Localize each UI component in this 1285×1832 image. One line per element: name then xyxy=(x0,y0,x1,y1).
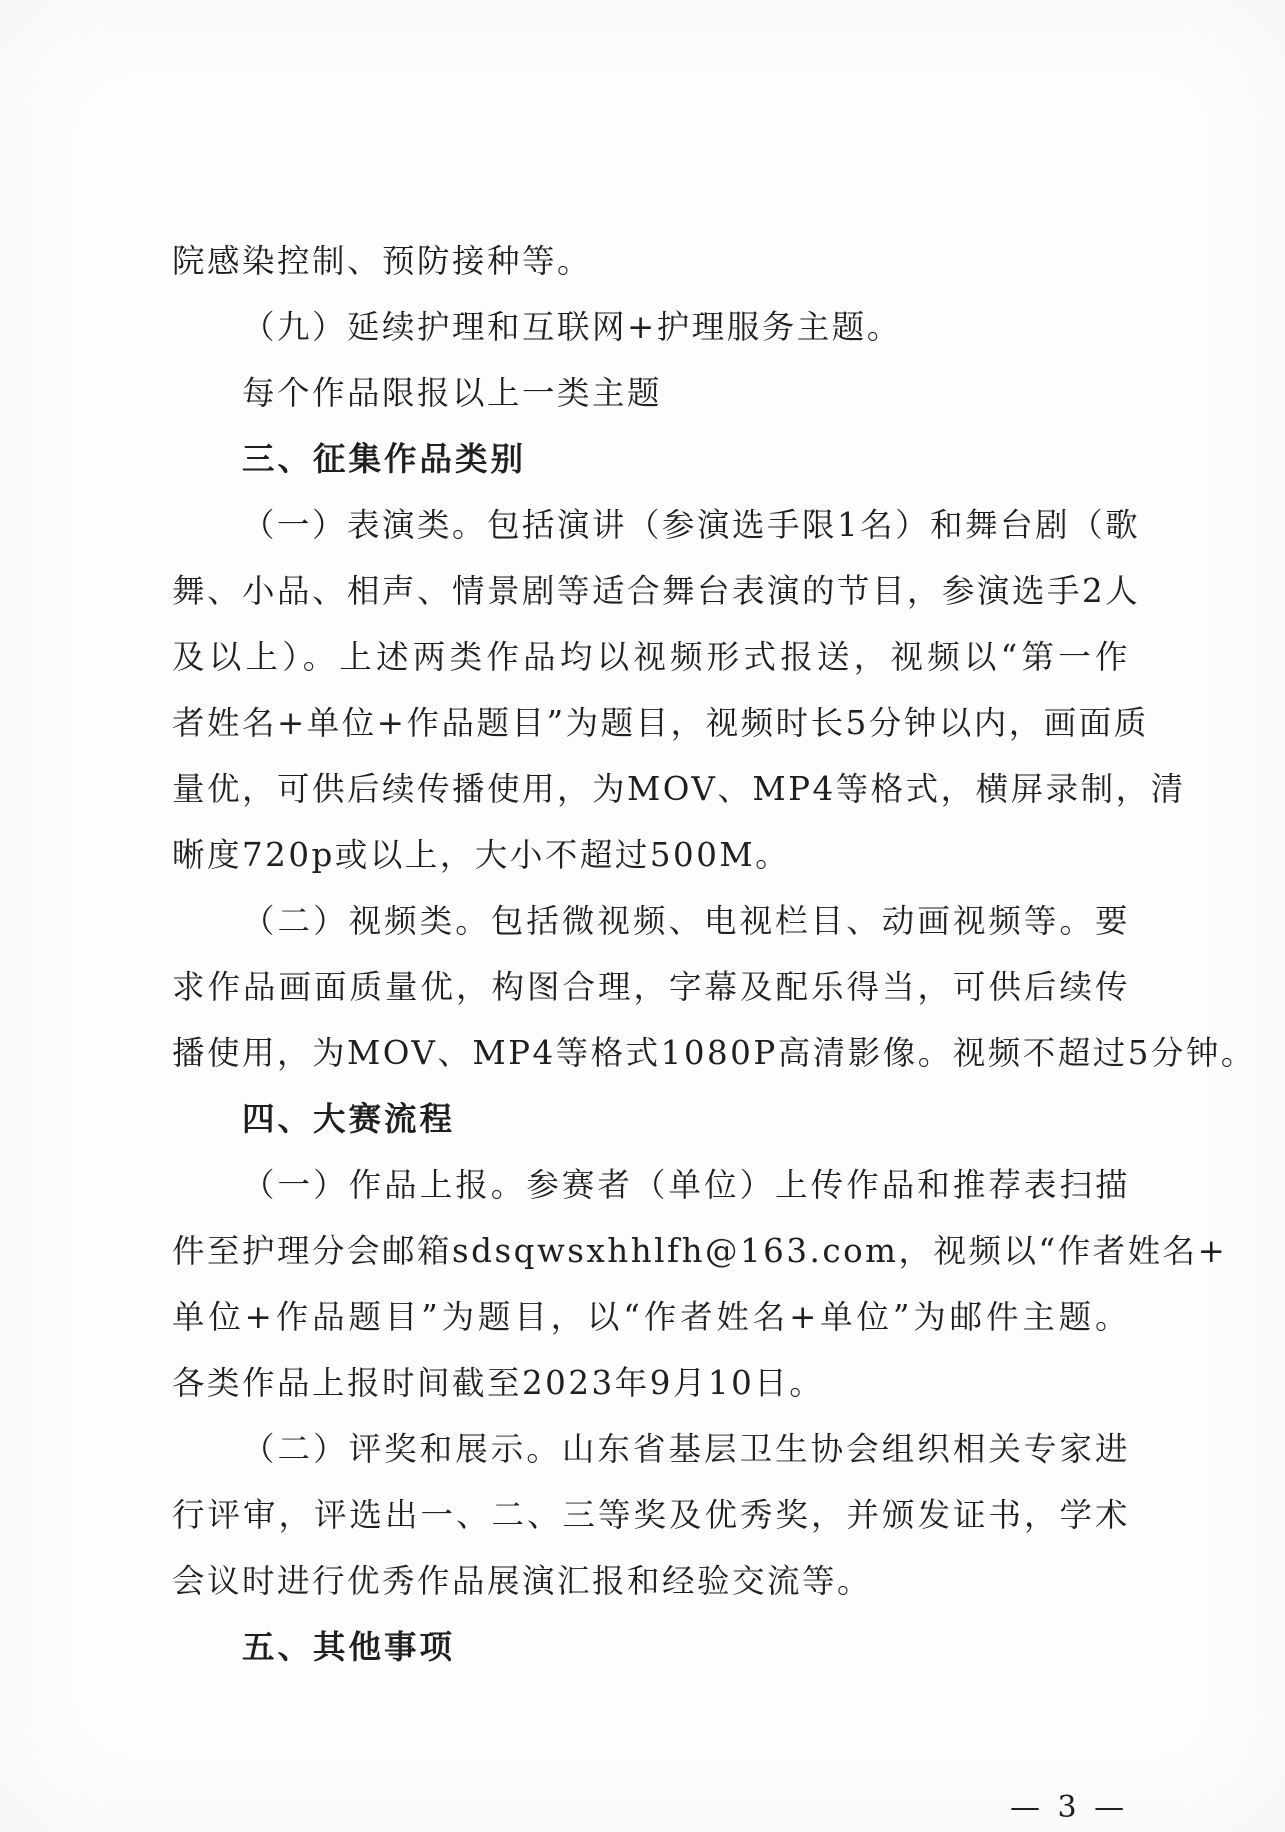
body-line: 院感染控制、预防接种等。 xyxy=(172,242,593,280)
body-line: （一）作品上报。参赛者（单位）上传作品和推荐表扫描 xyxy=(242,1166,1130,1204)
body-line: （二）评奖和展示。山东省基层卫生协会组织相关专家进 xyxy=(242,1430,1130,1468)
body-line: （二）视频类。包括微视频、电视栏目、动画视频等。要 xyxy=(242,902,1130,940)
document-body xyxy=(172,228,1256,1680)
body-line: 晰度720p或以上，大小不超过500M。 xyxy=(172,836,791,874)
section-heading-4: 四、大赛流程 xyxy=(242,1100,456,1138)
body-line: 舞、小品、相声、情景剧等适合舞台表演的节目，参演选手2人 xyxy=(172,572,1141,610)
body-line: 单位+作品题目”为题目，以“作者姓名+单位”为邮件主题。 xyxy=(172,1298,1130,1336)
page-number: — 3 — xyxy=(1010,1790,1129,1825)
topic-nine: （九）延续护理和互联网+护理服务主题。 xyxy=(242,308,902,346)
body-line: 会议时进行优秀作品展演汇报和经验交流等。 xyxy=(172,1562,873,1600)
body-line: （一）表演类。包括演讲（参演选手限1名）和舞台剧（歌 xyxy=(242,506,1141,544)
body-line: 行评审，评选出一、二、三等奖及优秀奖，并颁发证书，学术 xyxy=(172,1496,1130,1534)
section-heading-3: 三、征集作品类别 xyxy=(242,440,527,478)
body-line-deadline: 各类作品上报时间截至2023年9月10日。 xyxy=(172,1364,825,1402)
body-line: 者姓名+单位+作品题目”为题目，视频时长5分钟以内，画面质 xyxy=(172,704,1149,742)
body-line: 求作品画面质量优，构图合理，字幕及配乐得当，可供后续传 xyxy=(172,968,1130,1006)
body-line: 及以上）。上述两类作品均以视频形式报送，视频以“第一作 xyxy=(172,638,1130,676)
section-heading-5: 五、其他事项 xyxy=(242,1628,456,1666)
body-line-email: 件至护理分会邮箱sdsqwsxhhlfh@163.com，视频以“作者姓名+ xyxy=(172,1232,1228,1270)
body-line: 播使用，为MOV、MP4等格式1080P高清影像。视频不超过5分钟。 xyxy=(172,1034,1256,1072)
topic-limit-note: 每个作品限报以上一类主题 xyxy=(242,374,663,412)
body-line: 量优，可供后续传播使用，为MOV、MP4等格式，横屏录制，清 xyxy=(172,770,1186,808)
